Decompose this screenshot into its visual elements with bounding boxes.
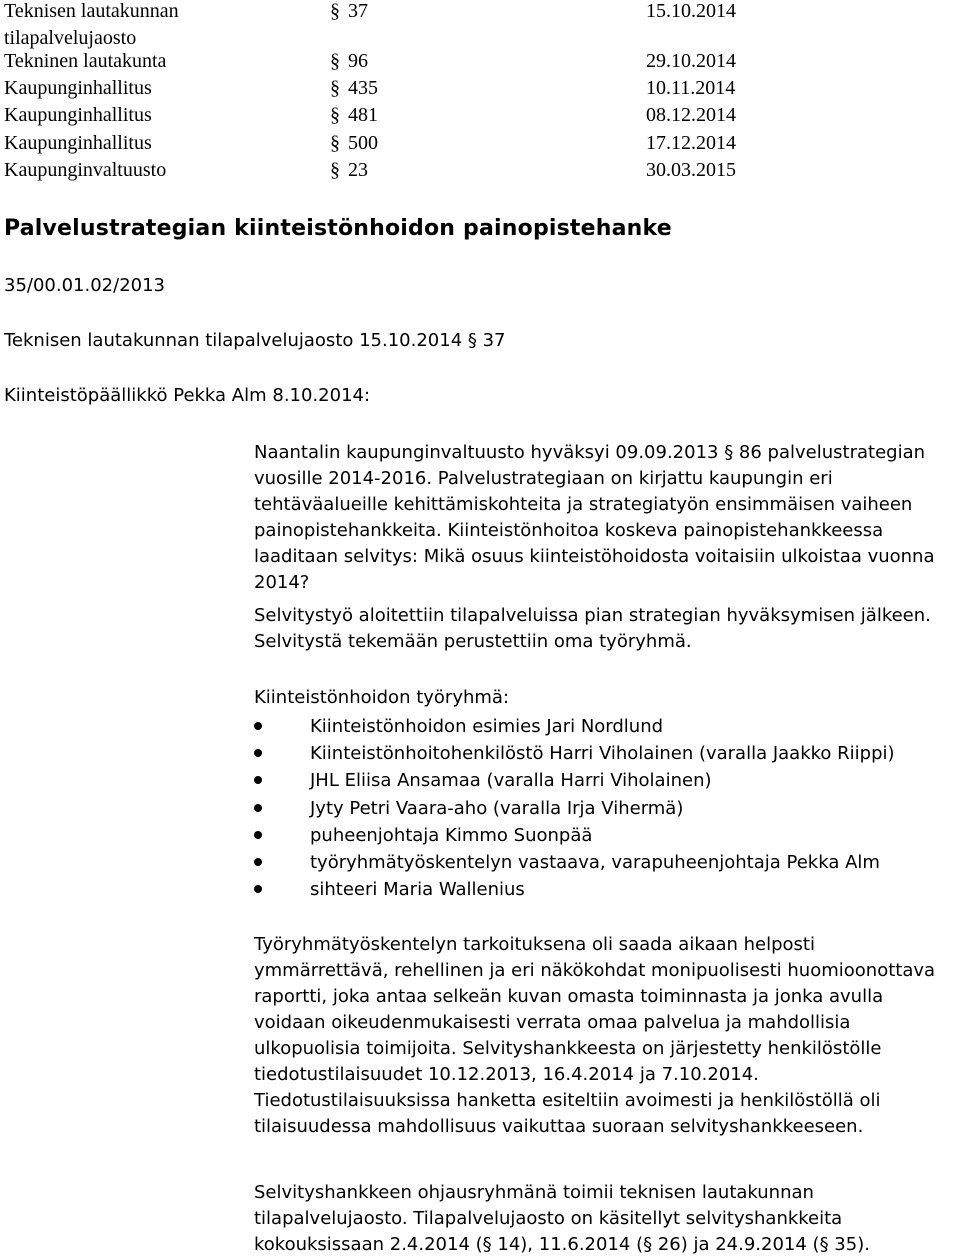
history-body: Kaupunginvaltuusto [4,158,167,181]
history-row [4,102,804,129]
history-body: Kaupunginhallitus [4,104,152,127]
list-item [254,740,944,767]
history-row [4,75,804,102]
history-section-number: 500 [348,131,378,154]
section-sign: § [330,131,340,154]
member-name: JHL Eliisa Ansamaa (varalla Harri Viholainen) [310,770,712,792]
paragraph-purpose [254,932,944,1140]
history-date: 15.10.2014 [646,0,736,22]
paragraph-steering-group [254,1180,944,1258]
bullet-icon [254,776,262,784]
meeting-line: Teknisen lautakunnan tilapalvelujaosto 15.10.2014 § 37 [4,330,506,351]
list-item [254,876,944,903]
section-sign: § [330,158,340,181]
list-item [254,795,944,822]
history-row [4,48,804,75]
member-list [254,713,944,903]
document-title: Palvelustrategian kiinteistönhoidon painopistehanke [4,216,672,241]
member-name: Kiinteistönhoidon esimies Jari Nordlund [310,716,664,737]
member-name: puheenjohtaja Kimmo Suonpää [310,824,593,846]
bullet-icon [254,722,262,730]
history-section-number: 96 [348,50,368,72]
member-name: työryhmätyöskentelyn vastaava, varapuheenjohtaja Pekka Alm [310,851,880,873]
section-sign: § [330,104,340,127]
bullet-icon [254,858,262,866]
history-date: 10.11.2014 [646,77,736,100]
history-body: Kaupunginhallitus [4,77,152,100]
author-line: Kiinteistöpäällikkö Pekka Alm 8.10.2014: [4,385,371,406]
member-name: Kiinteistönhoitohenkilöstö Harri Viholainen (varalla Jaakko Riippi) [310,743,895,765]
list-item [254,713,944,740]
bullet-icon [254,804,262,812]
history-date: 08.12.2014 [646,104,736,127]
history-date: 17.12.2014 [646,131,736,154]
history-section-number: 435 [348,77,378,100]
history-row [4,0,804,48]
diary-number: 35/00.01.02/2013 [4,275,165,296]
history-body: Teknisen lautakunnan tilapalvelujaosto [4,0,179,50]
history-body: Kaupunginhallitus [4,131,152,154]
paragraph: Työryhmätyöskentelyn tarkoituksena oli saada aikaan helposti ymmärrettävä, rehellinen ja eri näkökohdat monipuolisesti huomioonottava raportti, joka antaa selkeän kuvan omasta toiminnasta ja jonka avulla voidaan oikeudenmukaisesti verrata omaa palvelua ja mahdollisia ulkopuolisia toimijoita. Selvityshankkeesta on järjestetty henkilöstölle tiedotustilaisuudet 10.12.2013, 16.4.2014 ja 7.10.2014. Tiedotustilaisuuksissa hanketta esiteltiin avoimesti ja henkilöstöllä oli tilaisuudessa mahdollisuus vaikuttaa suoraan selvityshankkeeseen. [254,934,936,1137]
history-body: Tekninen lautakunta [4,50,167,72]
history-section-number: 37 [348,0,368,22]
paragraph: Naantalin kaupunginvaltuusto hyväksyi 09.09.2013 § 86 palvelustrategian vuosille 2014-2016. Palvelustrategiaan on kirjattu kaupungin eri tehtäväalueille kehittämiskohteita ja strategiatyön ensimmäisen vaiheen painopistehankkeita. Kiinteistönhoitoa koskeva painopistehankkeessa laaditaan selvitys: Mikä osuus kiinteistöhoidosta voitaisiin ulkoistaa vuonna 2014? [254,442,935,593]
member-name: Jyty Petri Vaara-aho (varalla Irja Vihermä) [310,797,684,819]
history-date: 29.10.2014 [646,50,736,72]
section-sign: § [330,50,340,72]
working-group-section [254,685,944,903]
paragraph: Selvitystyö aloitettiin tilapalveluissa pian strategian hyväksymisen jälkeen. Selvitystä tekemään perustettiin oma työryhmä. [254,605,931,652]
history-date: 30.03.2015 [646,158,736,181]
paragraph-background [254,440,944,596]
history-row [4,130,804,157]
section-sign: § [330,0,340,22]
list-item [254,849,944,876]
history-section-number: 23 [348,158,368,181]
list-item [254,767,944,794]
paragraph: Selvityshankkeen ohjausryhmänä toimii teknisen lautakunnan tilapalvelujaosto. Tilapalvelujaosto on käsitellyt selvityshankkeita kokouksissaan 2.4.2014 (§ 14), 11.6.2014 (§ 26) ja 24.9.2014 (§ 35). [254,1182,870,1255]
paragraph-start-of-work [254,603,944,655]
history-row [4,157,804,184]
bullet-icon [254,885,262,893]
history-section-number: 481 [348,104,378,127]
section-sign: § [330,77,340,100]
member-name: sihteeri Maria Wallenius [310,879,525,901]
list-item [254,822,944,849]
bullet-icon [254,831,262,839]
bullet-icon [254,749,262,757]
history-table [4,0,804,184]
working-group-heading: Kiinteistönhoidon työryhmä: [254,687,510,708]
